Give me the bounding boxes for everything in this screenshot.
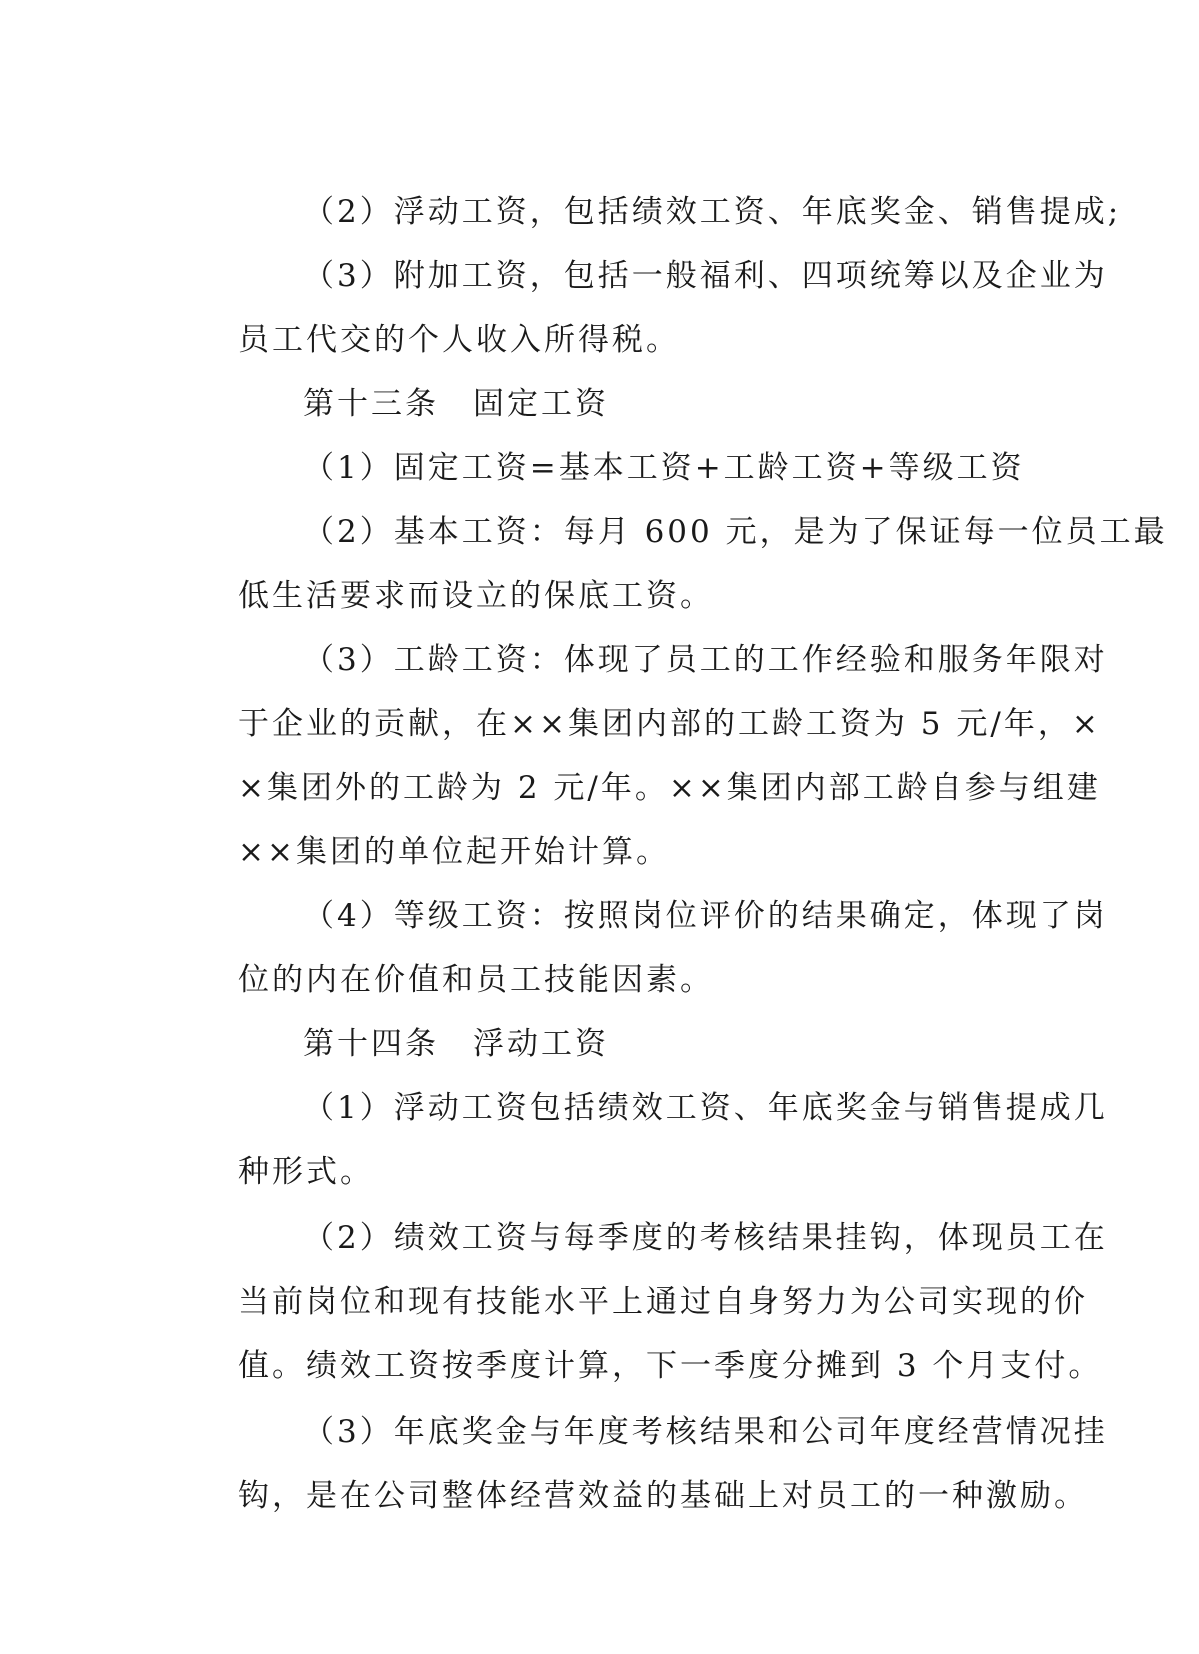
text-line: 员工代交的个人收入所得税。 [238,322,680,358]
text-line: 位的内在价值和员工技能因素。 [238,962,714,998]
text-line: 于企业的贡献，在××集团内部的工龄工资为 5 元/年，× [238,706,1101,742]
text-line: 低生活要求而设立的保底工资。 [238,578,714,614]
text-line: （3）工龄工资：体现了员工的工作经验和服务年限对 [303,642,1108,678]
text-line: 当前岗位和现有技能水平上通过自身努力为公司实现的价 [238,1284,1088,1320]
text-line: （2）绩效工资与每季度的考核结果挂钩，体现员工在 [303,1220,1108,1256]
text-line: 种形式。 [238,1154,374,1190]
article-heading: 第十四条 浮动工资 [303,1026,609,1062]
text-line: （3）年底奖金与年度考核结果和公司年度经营情况挂 [303,1414,1108,1450]
text-line: （2）浮动工资，包括绩效工资、年底奖金、销售提成; [303,194,1122,230]
article-heading: 第十三条 固定工资 [303,386,609,422]
text-line: （3）附加工资，包括一般福利、四项统筹以及企业为 [303,258,1108,294]
text-line: （1）浮动工资包括绩效工资、年底奖金与销售提成几 [303,1090,1108,1126]
text-line: （4）等级工资：按照岗位评价的结果确定，体现了岗 [303,898,1108,934]
text-line: （2）基本工资：每月 600 元，是为了保证每一位员工最 [303,514,1168,550]
text-line: 值。绩效工资按季度计算，下一季度分摊到 3 个月支付。 [238,1348,1103,1384]
text-line: 钩，是在公司整体经营效益的基础上对员工的一种激励。 [238,1478,1088,1514]
text-line: ×集团外的工龄为 2 元/年。××集团内部工龄自参与组建 [238,770,1101,806]
text-line: ××集团的单位起开始计算。 [238,834,670,870]
text-line: （1）固定工资=基本工资+工龄工资+等级工资 [303,450,1025,486]
